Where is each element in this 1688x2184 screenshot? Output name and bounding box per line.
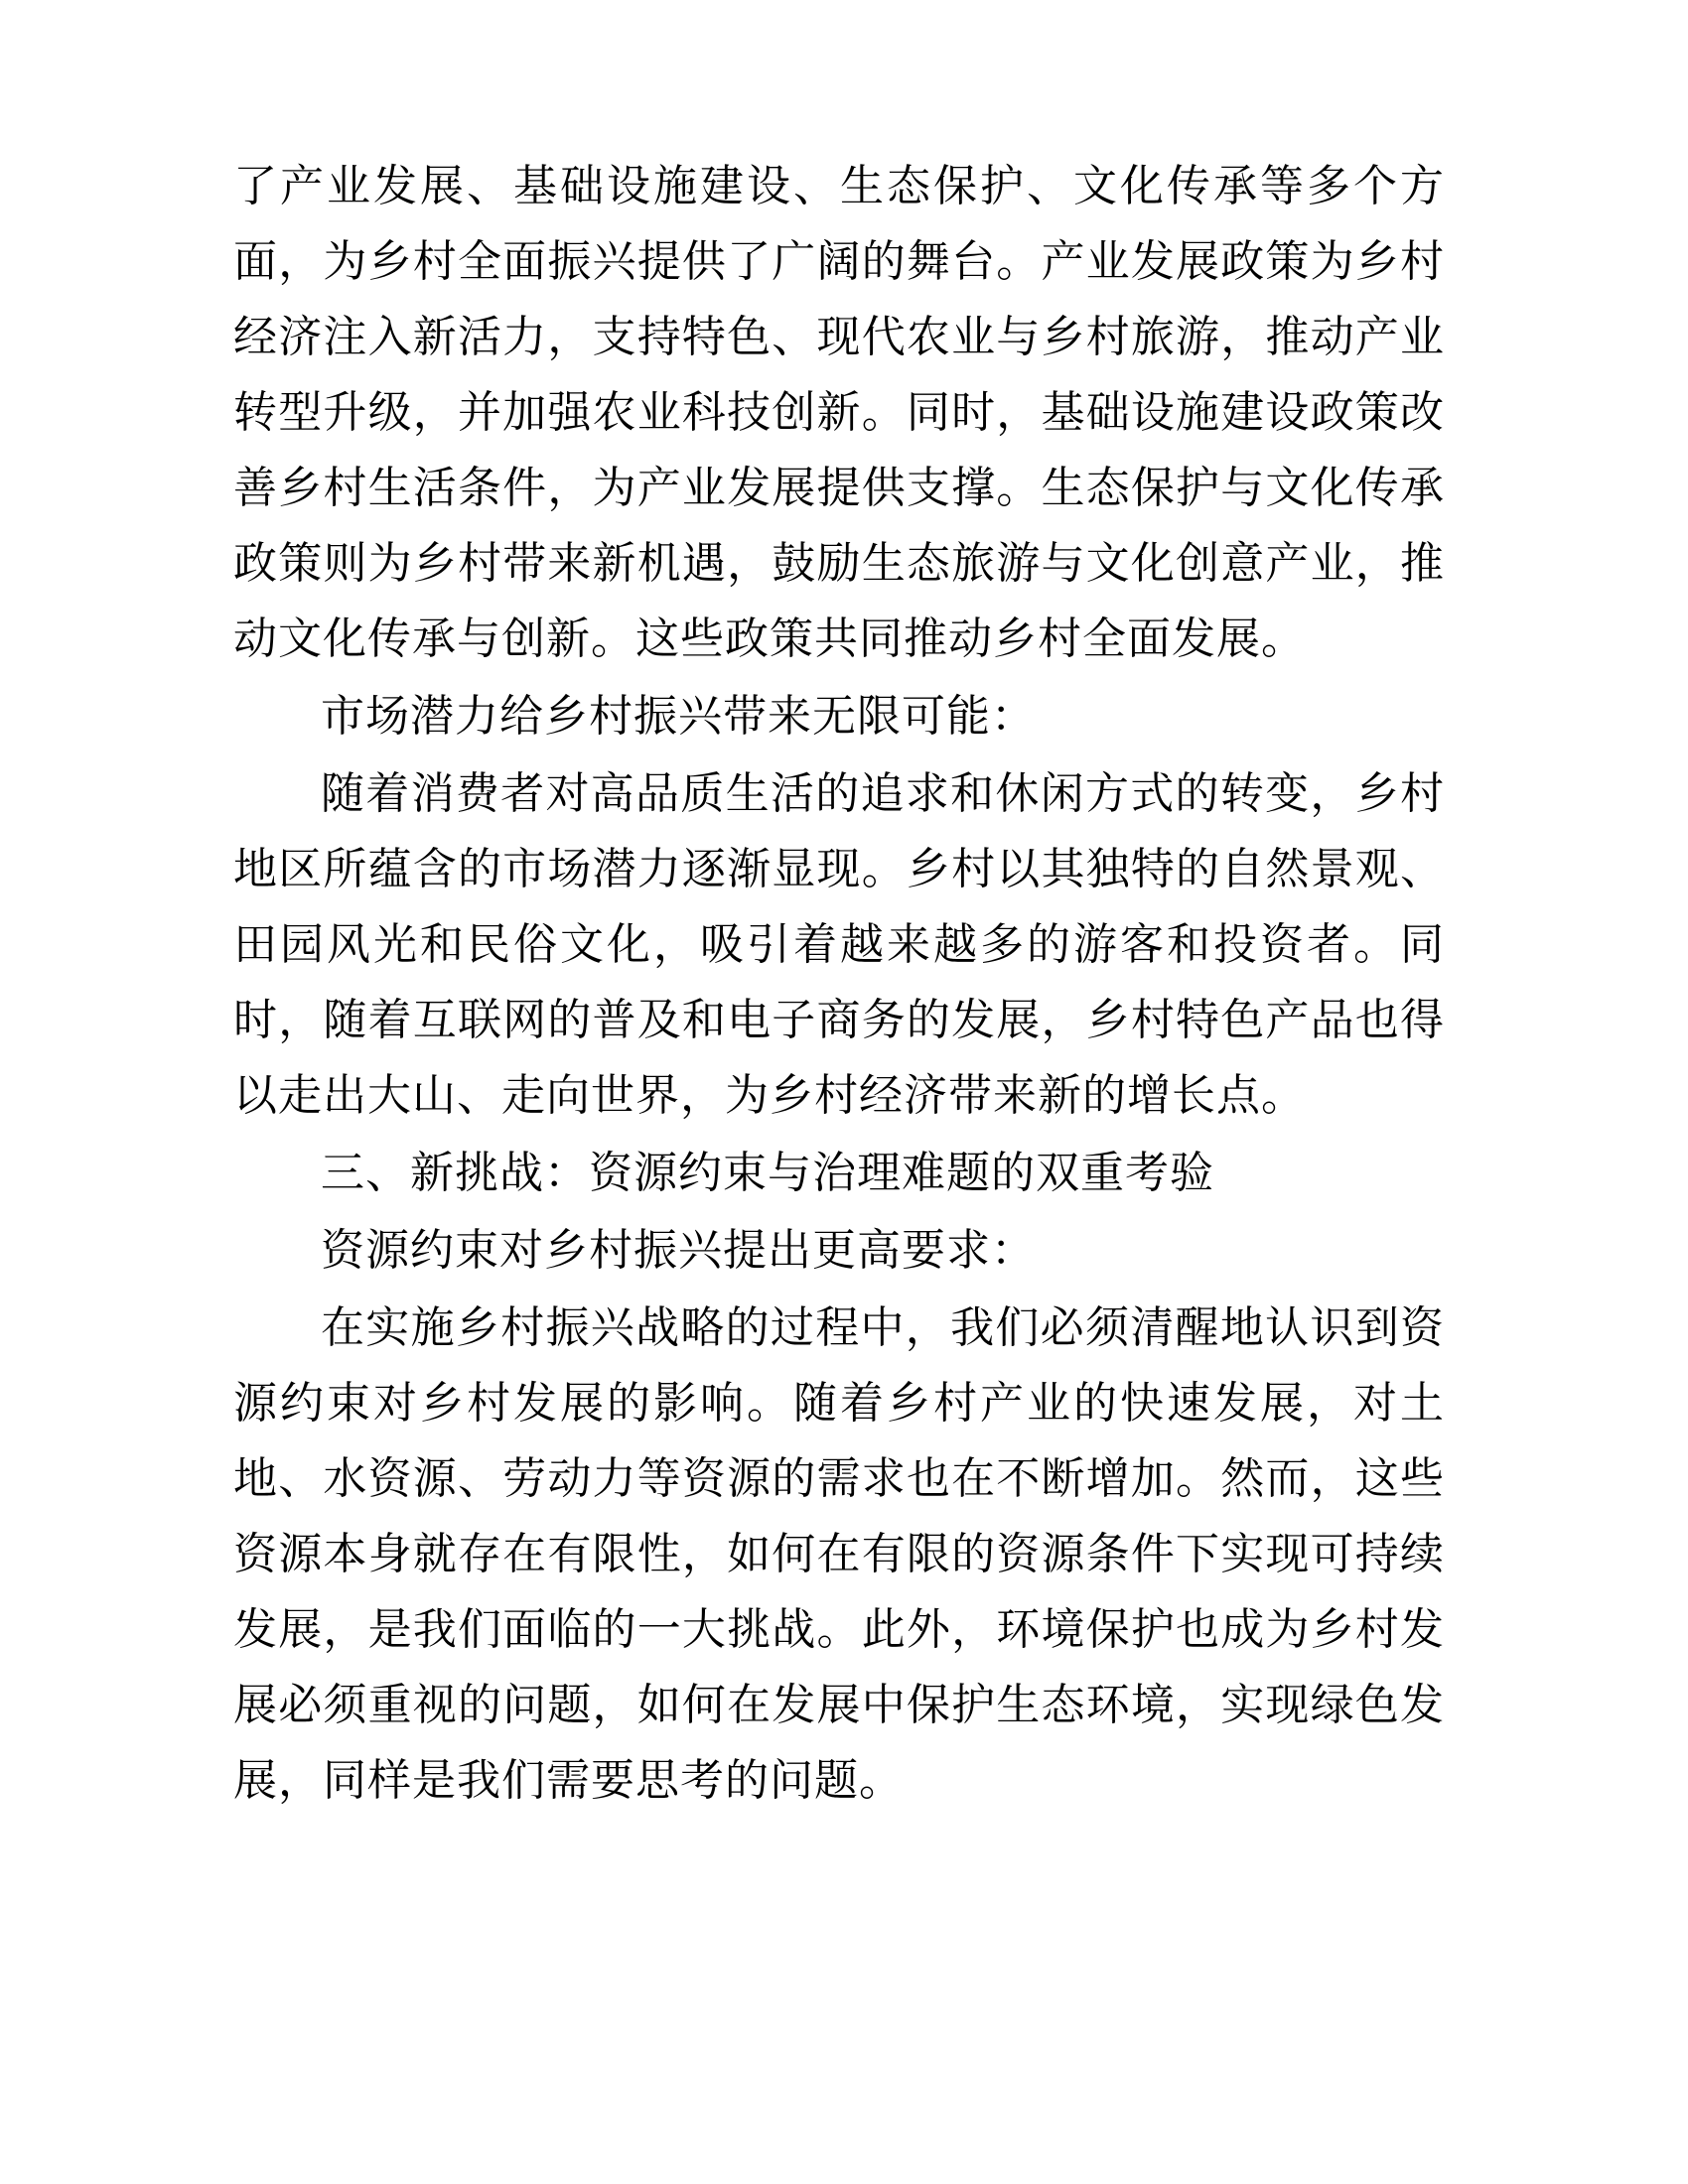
paragraph-resource-constraint-lead: 资源约束对乡村振兴提出更高要求： xyxy=(321,1226,1036,1275)
document-body xyxy=(233,149,1445,1819)
paragraph-resource-constraint-body: 在实施乡村振兴战略的过程中，我们必须清醒地认识到资源约束对乡村发展的影响。随着乡村产业的快速发展，对土地、水资源、劳动力等资源的需求也在不断增加。然而，这些资源本身就存在有限性，如何在有限的资源条件下实现可持续发展，是我们面临的一大挑战。此外，环境保护也成为乡村发展必须重视的问题，如何在发展中保护生态环境，实现绿色发展，同样是我们需要思考的问题。 xyxy=(233,1303,1445,1805)
paragraph-market-potential-body: 随着消费者对高品质生活的追求和休闲方式的转变，乡村地区所蕴含的市场潜力逐渐显现。乡村以其独特的自然景观、田园风光和民俗文化，吸引着越来越多的游客和投资者。同时，随着互联网的普及和电子商务的发展，乡村特色产品也得以走出大山、走向世界，为乡村经济带来新的增长点。 xyxy=(233,769,1445,1120)
section-heading-new-challenges: 三、新挑战：资源约束与治理难题的双重考验 xyxy=(321,1149,1214,1197)
paragraph-continuation: 了产业发展、基础设施建设、生态保护、文化传承等多个方面，为乡村全面振兴提供了广阔的舞台。产业发展政策为乡村经济注入新活力，支持特色、现代农业与乡村旅游，推动产业转型升级，并加强农业科技创新。同时，基础设施建设政策改善乡村生活条件，为产业发展提供支撑。生态保护与文化传承政策则为乡村带来新机遇，鼓励生态旅游与文化创意产业，推动文化传承与创新。这些政策共同推动乡村全面发展。 xyxy=(233,162,1445,663)
paragraph-market-potential-lead: 市场潜力给乡村振兴带来无限可能： xyxy=(321,692,1036,741)
